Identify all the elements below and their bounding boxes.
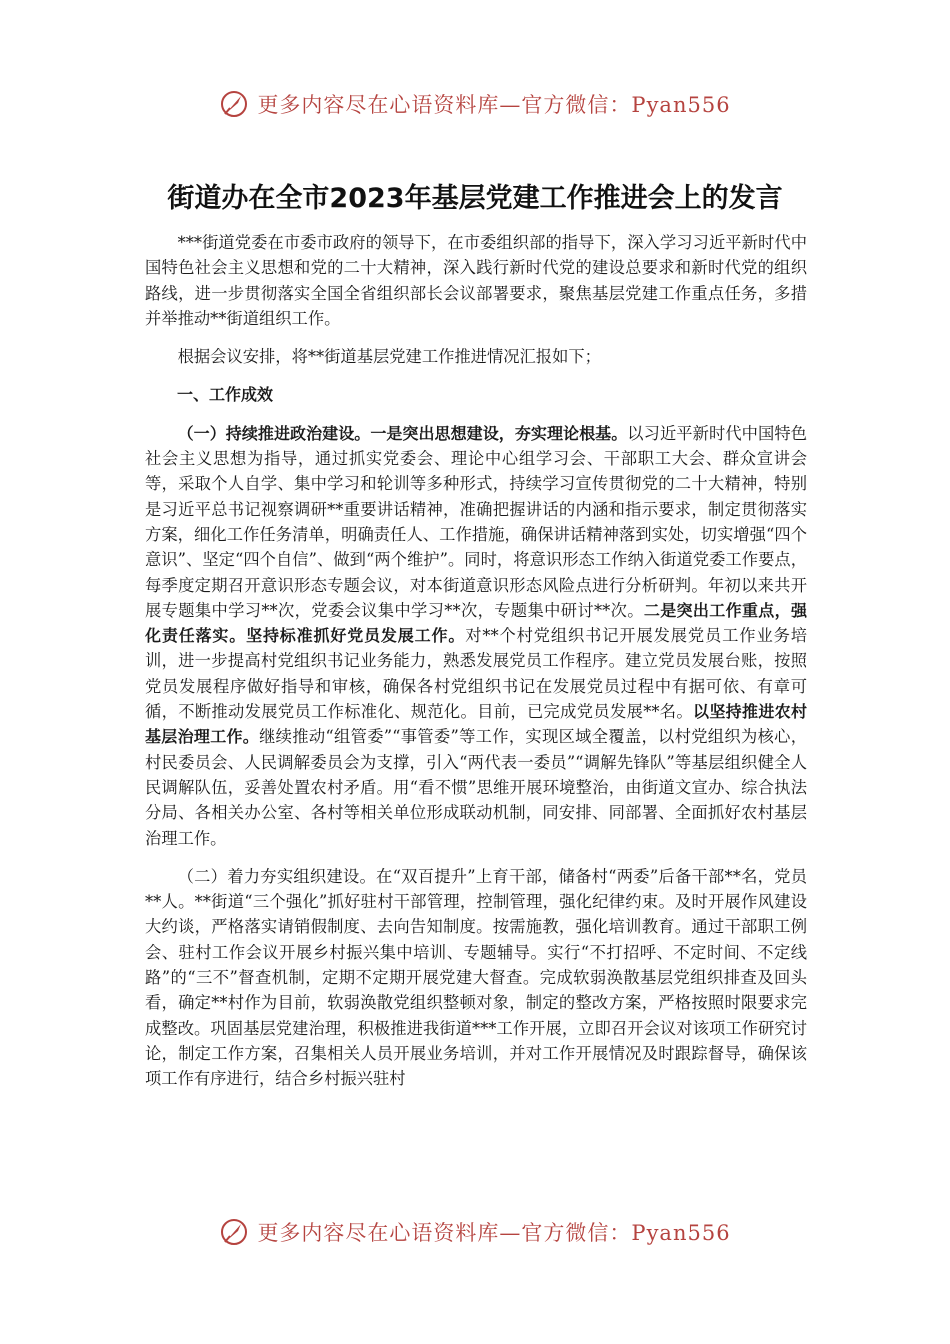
banner-text: 更多内容尽在心语资料库—官方微信：Pyan556 bbox=[257, 1221, 731, 1245]
bold-lead-2: 二是突出工作重点，强化责任落实。坚持标准抓好党员发展工作。 bbox=[145, 600, 807, 646]
report-line: 根据会议安排，将**街道基层党建工作推进情况汇报如下； bbox=[177, 347, 601, 367]
bold-lead-1: （一）持续推进政治建设。一是突出思想建设，夯实理论根基。 bbox=[177, 423, 628, 443]
body-text-3: 继续推动“组管委”“事管委”等工作，实现区域全覆盖，以村党组织为核心，村民委员会、人民调解委员会为支撑，引入“两代表一委员”“调解先锋队”等基层组织健全人民调解队伍，妥善处置农村矛盾。用“看不惯”思维开展环境整治，由街道文宣办、综合执法分局、各相关办公室、各村等相关单位形成联动机制，同安排、同部署、全面抓好农村基层治理工作。 bbox=[145, 727, 807, 848]
document-body bbox=[145, 230, 807, 1105]
bold-lead-3: 以坚持推进农村基层治理工作。 bbox=[145, 702, 807, 747]
section-heading: 一、工作成效 bbox=[177, 385, 274, 405]
document-title: 街道办在全市2023年基层党建工作推进会上的发言 bbox=[167, 183, 783, 214]
quill-logo-icon bbox=[219, 89, 249, 119]
body-text-2: 对**个村党组织书记开展发展党员工作业务培训，进一步提高村党组织书记业务能力，熟悉发展党员工作程序。建立党员发展台账，按照党员发展程序做好指导和审核，确保各村党组织书记在发展党员过程中有据可依、有章可循，不断推动发展党员工作标准化、规范化。目前，已完成党员发展**名。 bbox=[145, 626, 807, 722]
organization-building-paragraph: （二）着力夯实组织建设。在“双百提升”上育干部，储备村“两委”后备干部**名，党员**人。**街道“三个强化”抓好驻村干部管理，控制管理，强化纪律约束。及时开展作风建设大约谈，严格落实请销假制度、去向告知制度。按需施教，强化培训教育。通过干部职工例会、驻村工作会议开展乡村振兴集中培训、专题辅导。实行“不打招呼、不定时间、不定线路”的“三不”督查机制，定期不定期开展党建大督查。完成软弱涣散基层党组织排查及回头看，确定**村作为目前，软弱涣散党组织整顿对象，制定的整改方案，严格按照时限要求完成整改。巩固基层党建治理，积极推进我街道***工作开展，立即召开会议对该项工作研究讨论，制定工作方案，召集相关人员开展业务培训，并对工作开展情况及时跟踪督导，确保该项工作有序进行，结合乡村振兴驻村 bbox=[145, 866, 807, 1089]
banner-text: 更多内容尽在心语资料库—官方微信：Pyan556 bbox=[257, 93, 731, 117]
body-text-1: 以习近平新时代中国特色社会主义思想为指导，通过抓实党委会、理论中心组学习会、干部职工大会、群众宣讲会等，采取个人自学、集中学习和轮训等多种形式，持续学习宣传贯彻党的二十大精神，特别是习近平总书记视察调研**重要讲话精神，准确把握讲话的内涵和指示要求，制定贯彻落实方案，细化工作任务清单，明确责任人、工作措施，确保讲话精神落到实处，切实增强“四个意识”、坚定“四个自信”、做到“两个维护”。同时，将意识形态工作纳入街道党委工作要点，每季度定期召开意识形态专题会议，对本街道意识形态风险点进行分析研判。年初以来共开展专题集中学习**次，党委会议集中学习**次，专题集中研讨**次。 bbox=[145, 423, 807, 620]
quill-logo-icon bbox=[219, 1217, 249, 1247]
intro-paragraph: ***街道党委在市委市政府的领导下，在市委组织部的指导下，深入学习习近平新时代中国特色社会主义思想和党的二十大精神，深入践行新时代党的建设总要求和新时代党的组织路线，进一步贯彻落实全国全省组织部长会议部署要求，聚焦基层党建工作重点任务，多措并举推动**街道组织工作。 bbox=[145, 233, 807, 328]
footer-watermark-banner bbox=[0, 1212, 950, 1252]
political-building-paragraph bbox=[145, 421, 807, 851]
header-watermark-banner bbox=[0, 84, 950, 124]
